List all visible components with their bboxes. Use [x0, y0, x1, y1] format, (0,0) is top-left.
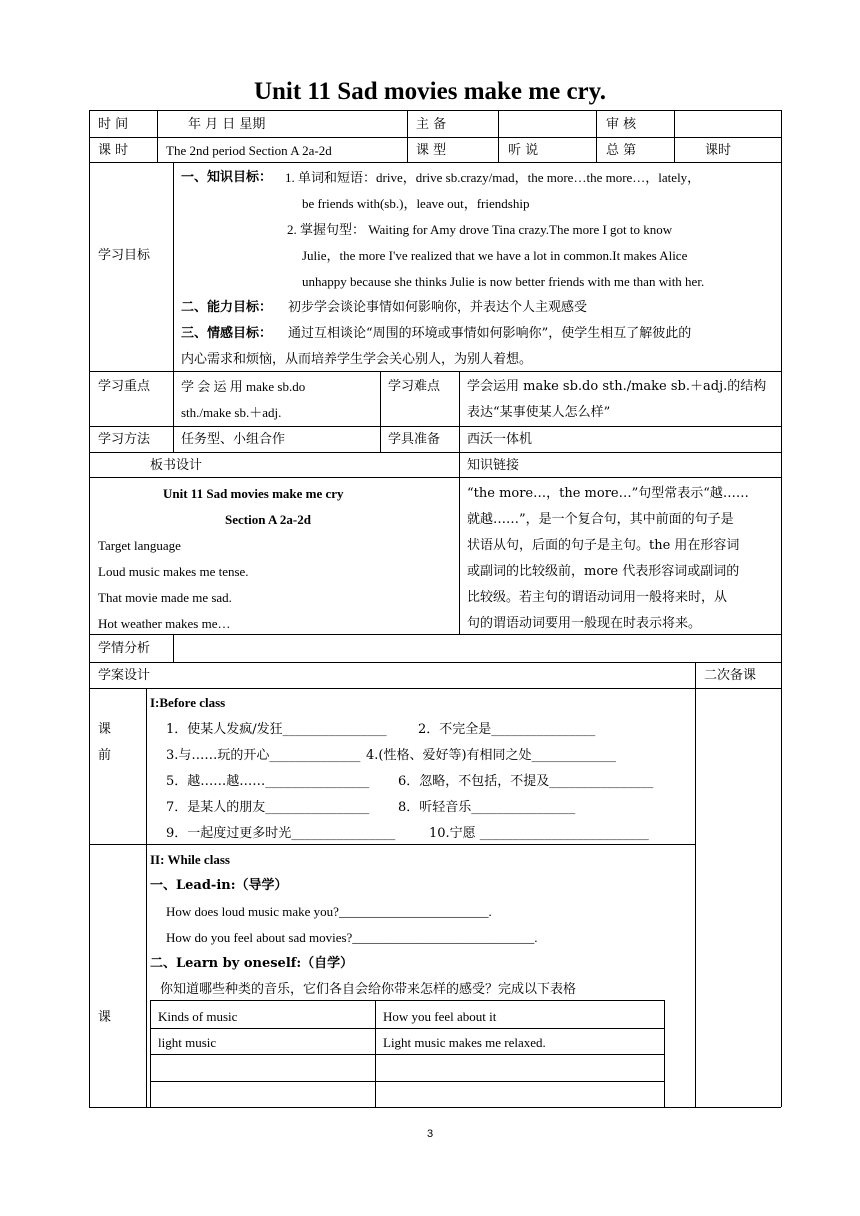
ability-heading: 二、能力目标： — [181, 300, 273, 315]
board-subtitle: Section A 2a-2d — [225, 512, 311, 527]
board-line: That movie made me sad. — [98, 590, 232, 605]
before-side-label: 前 — [98, 748, 112, 763]
table-border — [89, 110, 781, 111]
board-line: Target language — [98, 538, 181, 553]
time-label: 时 间 — [98, 117, 129, 132]
before-item-6: 6．忽略，不包括，不提及________________ — [398, 774, 654, 789]
focus-label: 学习重点 — [98, 379, 151, 394]
table-border — [89, 688, 781, 689]
inner-table-border — [150, 1081, 664, 1082]
period-label: 课 时 — [98, 143, 129, 158]
difficulty-label: 学习难点 — [388, 379, 441, 394]
knowledge-item-1-cont: be friends with(sb.)，leave out，friendship — [302, 196, 530, 211]
inner-table-border — [150, 1028, 664, 1029]
inner-table-border — [150, 1054, 664, 1055]
board-line: Loud music makes me tense. — [98, 564, 249, 579]
before-item-8: 8．听轻音乐________________ — [398, 800, 576, 815]
table-border — [173, 634, 174, 662]
table-border — [596, 110, 597, 162]
table-border — [674, 110, 675, 162]
table-border — [89, 137, 781, 138]
music-table-cell: Light music makes me relaxed. — [383, 1035, 546, 1050]
inner-table-border — [150, 1000, 151, 1107]
table-border — [89, 371, 781, 372]
before-class-heading: I:Before class — [150, 695, 226, 710]
link-text: 就越……”，是一个复合句，其中前面的句子是 — [467, 512, 734, 527]
lead-in-question-2: How do you feel about sad movies?____________________________. — [166, 930, 538, 945]
table-border — [781, 110, 782, 1107]
second-prep-label: 二次备课 — [704, 668, 757, 683]
lead-in-question-1: How does loud music make you?_______________________. — [166, 904, 492, 919]
lead-in-heading: 一、Lead-in:（导学） — [150, 878, 288, 893]
knowledge-heading: 一、知识目标： — [181, 170, 273, 185]
design-label: 学案设计 — [98, 668, 151, 683]
knowledge-item-2: 2. 掌握句型： Waiting for Amy drove Tina crazy.The more I got to know — [287, 222, 673, 237]
table-border — [173, 162, 174, 452]
total-suffix: 课时 — [705, 143, 732, 158]
difficulty-text-cont: 表达“某事使某人怎么样” — [467, 405, 611, 420]
board-line: Hot weather makes me… — [98, 616, 231, 631]
knowledge-item-1: 1. 单词和短语：drive，drive sb.crazy/mad，the more…the more…，lately， — [285, 170, 701, 185]
while-class-heading: II: While class — [150, 852, 230, 867]
tools-label: 学具准备 — [388, 432, 441, 447]
link-text: 句的谓语动词要用一般现在时表示将来。 — [467, 616, 702, 631]
before-item-5: 5．越……越……________________ — [166, 774, 370, 789]
date-line: 年 月 日 星期 — [188, 117, 266, 132]
table-border — [89, 426, 781, 427]
while-side-label: 课 — [98, 1010, 112, 1025]
self-learn-text: 你知道哪些种类的音乐，它们各自会给你带来怎样的感受？完成以下表格 — [160, 982, 577, 997]
board-label: 板书设计 — [150, 458, 203, 473]
table-border — [89, 634, 781, 635]
inner-table-border — [664, 1000, 665, 1107]
link-text: 比较级。若主句的谓语动词用一般将来时，从 — [467, 590, 728, 605]
table-border — [89, 452, 781, 453]
focus-text-cont: sth./make sb.＋adj. — [181, 405, 282, 420]
difficulty-text: 学会运用 make sb.do sth./make sb.＋adj.的结构 — [467, 379, 767, 394]
table-border — [89, 477, 781, 478]
ability-text: 初步学会谈论事情如何影响你，并表达个人主观感受 — [288, 300, 588, 315]
table-border — [146, 688, 147, 1107]
type-label: 课 型 — [416, 143, 447, 158]
table-border — [89, 110, 90, 1107]
inner-table-border — [150, 1000, 664, 1001]
tools-value: 西沃一体机 — [467, 432, 533, 447]
link-label: 知识链接 — [467, 458, 520, 473]
link-text: 或副词的比较级前，more 代表形容词或副词的 — [467, 564, 740, 579]
table-border — [89, 844, 695, 845]
before-item-2: 2．不完全是________________ — [418, 722, 596, 737]
link-text: “the more…，the more…”句型常表示“越…… — [467, 486, 749, 501]
table-border — [89, 1107, 781, 1108]
table-border — [89, 162, 781, 163]
before-item-10: 10.宁愿 __________________________ — [429, 826, 649, 841]
before-item-7: 7．是某人的朋友________________ — [166, 800, 370, 815]
before-item-9: 9．一起度过更多时光________________ — [166, 826, 396, 841]
link-text: 状语从句，后面的句子是主句。the 用在形容词 — [467, 538, 740, 553]
before-side-label: 课 — [98, 722, 112, 737]
inner-table-border — [375, 1000, 376, 1107]
type-value: 听 说 — [508, 143, 539, 158]
table-border — [407, 110, 408, 162]
period-value: The 2nd period Section A 2a-2d — [166, 143, 332, 158]
table-border — [380, 371, 381, 452]
analysis-label: 学情分析 — [98, 641, 151, 656]
self-learn-heading: 二、Learn by oneself:（自学） — [150, 956, 354, 971]
emotion-text-cont: 内心需求和烦恼，从而培养学生学会关心别人，为别人着想。 — [181, 352, 533, 367]
before-item-4: 4.(性格、爱好等)有相同之处_____________ — [366, 748, 617, 763]
board-title: Unit 11 Sad movies make me cry — [163, 486, 344, 501]
table-border — [459, 371, 460, 634]
knowledge-item-2-cont: Julie，the more I've realized that we have a lot in common.It makes Alice — [302, 248, 688, 263]
emotion-heading: 三、情感目标： — [181, 326, 273, 341]
page-number: 3 — [426, 1128, 434, 1140]
before-item-3: 3.与……玩的开心______________ — [166, 748, 361, 763]
table-border — [695, 662, 696, 1107]
knowledge-item-2-cont: unhappy because she thinks Julie is now better friends with me than with her. — [302, 274, 705, 289]
music-table-header: Kinds of music — [158, 1009, 238, 1024]
total-label: 总 第 — [606, 143, 637, 158]
before-item-1: 1．使某人发疯/发狂________________ — [166, 722, 387, 737]
objectives-label: 学习目标 — [98, 248, 151, 263]
emotion-text: 通过互相谈论“周围的环境或事情如何影响你”，使学生相互了解彼此的 — [288, 326, 692, 341]
page-title: Unit 11 Sad movies make me cry. — [253, 78, 607, 105]
method-value: 任务型、小组合作 — [181, 432, 286, 447]
review-label: 审 核 — [606, 117, 637, 132]
method-label: 学习方法 — [98, 432, 151, 447]
music-table-cell: light music — [158, 1035, 217, 1050]
music-table-header: How you feel about it — [383, 1009, 497, 1024]
focus-text: 学 会 运 用 make sb.do — [181, 379, 306, 394]
table-border — [157, 110, 158, 162]
table-border — [498, 110, 499, 162]
table-border — [89, 662, 781, 663]
host-label: 主 备 — [416, 117, 447, 132]
